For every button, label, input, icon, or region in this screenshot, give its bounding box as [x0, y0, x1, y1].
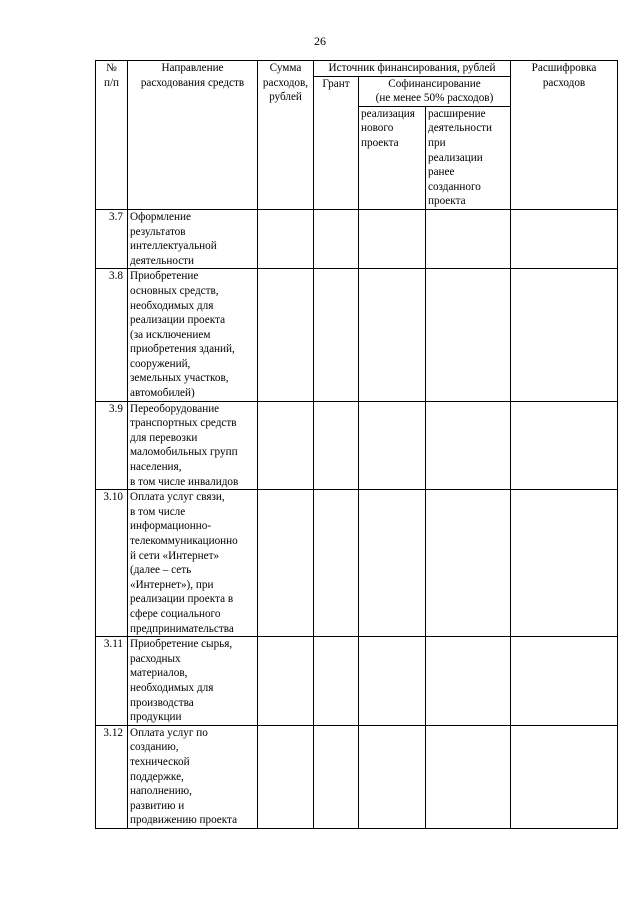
cell-sum	[258, 637, 314, 726]
header-expansion-line: реализации	[428, 151, 483, 164]
table-row	[96, 637, 618, 726]
header-new-project-line: нового	[361, 122, 394, 135]
table-row	[96, 269, 618, 401]
row-direction	[128, 490, 258, 637]
table-row	[96, 401, 618, 490]
cell-expansion	[426, 490, 511, 637]
row-direction-line: необходимых для	[130, 299, 214, 312]
cell-breakdown	[511, 401, 618, 490]
header-breakdown	[511, 61, 618, 210]
header-expansion-line: ранее	[428, 166, 455, 179]
row-direction-line: предпринимательства	[130, 622, 234, 635]
header-expansion-line: проекта	[428, 195, 466, 208]
header-sum-line: расходов,	[262, 76, 309, 89]
row-direction-line: транспортных средств	[130, 417, 237, 430]
row-direction-line: Оплата услуг связи,	[130, 491, 225, 504]
header-num-line: п/п	[103, 76, 120, 89]
cell-breakdown	[511, 725, 618, 828]
cell-grant	[314, 209, 359, 268]
header-num-line: №	[106, 62, 117, 74]
row-direction-line: «Интернет»), при	[130, 578, 214, 591]
row-direction-line: Приобретение	[130, 270, 199, 283]
header-cofinancing	[359, 76, 511, 106]
cell-grant	[314, 725, 359, 828]
row-direction-line: сооружений,	[130, 357, 191, 370]
row-direction-line: наполнению,	[130, 785, 192, 798]
cell-new-project	[359, 209, 426, 268]
row-direction-line: Приобретение сырья,	[130, 638, 233, 651]
header-direction-line: Направление	[161, 62, 224, 74]
cell-breakdown	[511, 209, 618, 268]
header-new-project	[359, 106, 426, 209]
row-number: 3.12	[96, 725, 128, 828]
row-direction-line: сфере социального	[130, 607, 221, 620]
header-cofinancing-line: (не менее 50% расходов)	[375, 92, 494, 105]
table-row	[96, 490, 618, 637]
row-direction-line: производства	[130, 696, 194, 709]
cell-expansion	[426, 269, 511, 401]
header-breakdown-line: расходов	[542, 76, 586, 89]
cell-new-project	[359, 401, 426, 490]
cell-expansion	[426, 637, 511, 726]
row-direction-line: развитию и	[130, 799, 185, 812]
row-direction-line: созданию,	[130, 741, 179, 754]
header-sum	[258, 61, 314, 210]
row-direction-line: реализации проекта в	[130, 593, 234, 606]
budget-table	[95, 60, 618, 829]
page-number: 26	[314, 34, 326, 48]
row-number: 3.8	[96, 269, 128, 401]
row-number: 3.11	[96, 637, 128, 726]
header-grant: Грант	[314, 76, 359, 209]
cell-new-project	[359, 490, 426, 637]
header-breakdown-line: Расшифровка	[531, 62, 597, 74]
row-direction-line: продукции	[130, 711, 182, 724]
header-direction-line: расходования средств	[140, 76, 245, 89]
cell-breakdown	[511, 490, 618, 637]
cell-sum	[258, 209, 314, 268]
row-direction	[128, 209, 258, 268]
row-direction-line: в том числе	[130, 505, 186, 518]
row-direction-line: маломобильных групп	[130, 446, 238, 459]
row-direction-line: деятельности	[130, 254, 195, 267]
table-row	[96, 209, 618, 268]
row-direction-line: результатов	[130, 225, 186, 238]
row-direction-line: в том числе инвалидов	[130, 475, 239, 488]
header-num	[96, 61, 128, 210]
row-direction-line: информационно-	[130, 520, 212, 533]
row-direction-line: телекоммуникационно	[130, 535, 238, 547]
row-direction-line: продвижению проекта	[130, 814, 238, 827]
header-expansion	[426, 106, 511, 209]
row-direction-line: Оформление	[130, 210, 191, 223]
row-direction	[128, 637, 258, 726]
row-direction-line: реализации проекта	[130, 314, 226, 327]
row-direction-line: приобретения зданий,	[130, 343, 235, 356]
cell-sum	[258, 490, 314, 637]
row-number: 3.10	[96, 490, 128, 637]
row-direction-line: необходимых для	[130, 681, 214, 694]
cell-grant	[314, 490, 359, 637]
cell-grant	[314, 269, 359, 401]
header-expansion-line: деятельности	[428, 122, 493, 135]
row-direction-line: Оплата услуг по	[130, 726, 208, 739]
row-direction-line: поддержке,	[130, 770, 184, 783]
row-direction-line: населения,	[130, 461, 182, 474]
row-number: 3.9	[96, 401, 128, 490]
row-direction-line: расходных	[130, 652, 181, 665]
cell-new-project	[359, 725, 426, 828]
row-direction-line: интеллектуальной	[130, 240, 217, 253]
row-direction	[128, 401, 258, 490]
row-direction-line: основных средств,	[130, 284, 219, 297]
header-expansion-line: при	[428, 136, 446, 149]
cell-expansion	[426, 401, 511, 490]
row-direction-line: материалов,	[130, 667, 188, 680]
table-row	[96, 725, 618, 828]
cell-grant	[314, 401, 359, 490]
row-direction-line: Переоборудование	[130, 402, 220, 415]
row-direction-line: (далее – сеть	[130, 564, 192, 577]
row-direction	[128, 269, 258, 401]
header-sum-line: рублей	[269, 91, 302, 104]
cell-breakdown	[511, 269, 618, 401]
header-expansion-line: расширение	[428, 107, 486, 120]
row-number: 3.7	[96, 209, 128, 268]
cell-expansion	[426, 209, 511, 268]
cell-grant	[314, 637, 359, 726]
cell-sum	[258, 401, 314, 490]
cell-sum	[258, 725, 314, 828]
cell-sum	[258, 269, 314, 401]
header-sum-line: Сумма	[269, 62, 302, 74]
row-direction-line: технической	[130, 755, 190, 768]
header-cofinancing-line: Софинансирование	[388, 77, 481, 90]
header-direction	[128, 61, 258, 210]
cell-new-project	[359, 637, 426, 726]
row-direction-line: для перевозки	[130, 431, 198, 444]
row-direction-line: автомобилей)	[130, 387, 195, 400]
cell-expansion	[426, 725, 511, 828]
header-new-project-line: реализация	[361, 107, 415, 120]
row-direction-line: й сети «Интернет»	[130, 549, 220, 562]
header-expansion-line: созданного	[428, 180, 481, 193]
row-direction-line: земельных участков,	[130, 372, 229, 385]
row-direction-line: (за исключением	[130, 328, 211, 341]
header-new-project-line: проекта	[361, 136, 399, 149]
cell-breakdown	[511, 637, 618, 726]
header-source: Источник финансирования, рублей	[314, 61, 511, 77]
cell-new-project	[359, 269, 426, 401]
row-direction	[128, 725, 258, 828]
